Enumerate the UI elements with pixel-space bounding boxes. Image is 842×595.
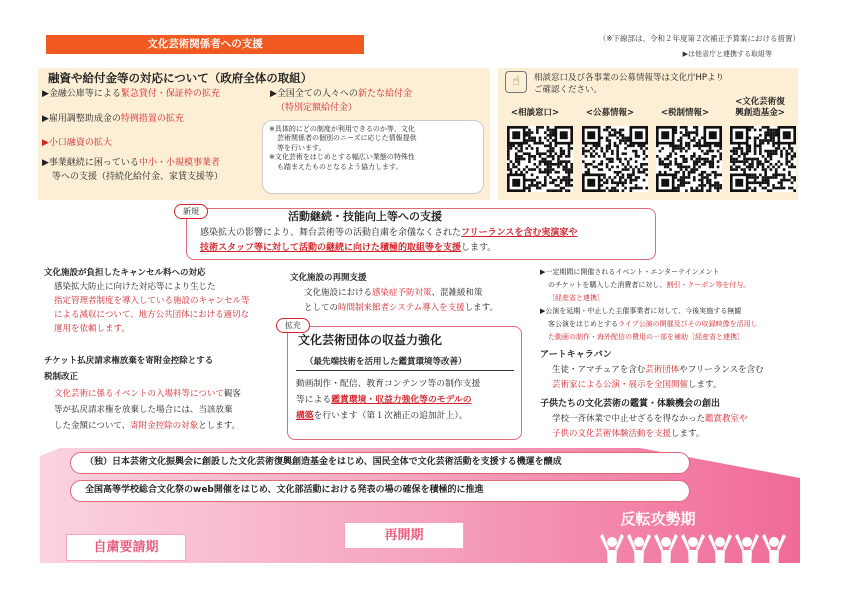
qr-label-tax: <税制情報> [660,108,710,118]
cancel-text-1: 感染拡大防止に向けた対応等により生じた [54,282,216,292]
gov-note-box: ※具体的にどの制度が利用できるのか等、文化 芸術関係者の個別のニーズに応じた情報提供 等を行います。 ※文化芸術をはじめとする幅広い業態の特殊性 も踏まえたものとなるよう協力します。 [262,120,484,194]
qr-label-consult: <相談窓口> [510,108,560,118]
arrow-note: ▶は他省庁と連携する取組等 [682,50,772,58]
profit-title: 文化芸術団体の収益力強化 [298,333,443,347]
expansion-badge: 拡充 [276,318,310,333]
ticket-text-3: した金額について、寄附金控除の対象とします。 [54,421,241,431]
reopen-text-1: 文化施設における感染症予防対策、混雑緩和策 [304,288,483,298]
ticket-text-2: 等が払戻請求権を放棄した場合には、当該放棄 [54,405,233,415]
cancel-text-2: 指定管理者制度を導入している施設のキャンセル等 [54,296,250,306]
cancel-text-3: による減収について、地方公共団体における適切な [54,310,250,320]
profit-text-3: 構築を行います（第１次補正の追加計上）。 [296,411,468,421]
qr-label-recruit: <公募情報> [585,108,635,118]
event-text-6: た動画の制作・海外配信の費用の一部を補助［経産省と連携］ [548,333,744,341]
reopen-text-2: としての時間制来館者システム導入を支援します。 [304,303,498,313]
phase-self-restraint: 自粛要請期 [66,534,186,561]
skill-support-text-2: 技術スタッフ等に対して活動の継続に向けた積極的取組等を支援します。 [200,243,497,253]
phase-counteroffensive: 反転攻勢期 [620,510,696,528]
fund-banner: （独）日本芸術文化振興会に創設した文化芸術復興創造基金をはじめ、国民全体で文化芸術活動を支援する機運を醸成 [70,452,690,474]
qr-code-tax[interactable] [656,126,722,192]
kids-text-1: 学校一斉休業で中止せざるを得なかった鑑賞教室や [552,414,748,424]
ticket-title-2: 税制改正 [44,372,79,382]
school-festival-banner: 全国高等学校総合文化祭のweb開催をはじめ、文化部活動における発表の場の確保を積極的に推進 [70,480,690,502]
profit-text-1: 動画制作・配信、教育コンテンツ等の制作支援 [296,379,481,389]
qr-code-fund[interactable] [730,126,796,192]
event-text-5: 客公演をはじめとするライブ公演の開催及びその収録映像を活用し [548,320,758,328]
ticket-title-1: チケット払戻請求権放棄を寄附金控除とする [44,356,214,366]
skill-support-text-1: 感染拡大の影響により、舞台芸術等の活動自粛を余儀なくされたフリーランスを含む実演家や [200,228,578,238]
gov-item-loans: ▶金融公庫等による緊急貸付・保証枠の拡充 [42,89,220,99]
kids-title: 子供たちの文化芸術の鑑賞・体験機会の創出 [540,399,721,409]
touch-icon: ☝ [505,71,527,93]
cancel-text-4: 運用を依頼します。 [54,324,130,334]
event-text-3: ［経産省と連携］ [548,294,604,302]
gov-item-benefit-sub: （特別定額給付金） [276,103,358,113]
gov-item-sme-cont: 等への支援（持続化給付金、家賃支援等） [52,172,224,182]
gov-item-employment: ▶雇用調整助成金の特例措置の拡充 [42,114,184,124]
phase-reopen: 再開期 [344,522,464,549]
art-caravan-title: アートキャラバン [540,350,612,360]
gov-item-sme: ▶事業継続に困っている中小・小規模事業者 [42,158,220,168]
kids-text-2: 子供の文化芸術体験活動を支援します。 [552,429,705,439]
gov-support-title: 融資や給付金等の対応について（政府全体の取組） [48,71,313,85]
profit-divider [296,370,514,371]
event-text-1: ▶一定期間に開催されるイベント・エンターテインメント [540,268,720,276]
celebrating-people-icon [600,532,800,580]
gov-item-benefit: ▶全国全ての人々への新たな給付金 [270,89,412,99]
section-header: 文化芸術関係者への支援 [46,35,364,54]
art-caravan-text-1: 生徒・アマチュアを含む芸術団体やフリーランスを含む [552,365,764,375]
gov-item-small-loans: ▶小口融資の拡大 [42,138,112,148]
event-text-2: のチケットを購入した消費者に対し、割引・クーポン等を付与。 [548,281,751,289]
profit-text-2: 等による鑑賞環境・収益力強化等のモデルの [296,395,472,405]
event-text-4: ▶公演を延期・中止した主催事業者に対して、今後実施する無観 [540,307,742,315]
art-caravan-text-2: 芸術家による公演・展示を全国開催します。 [552,380,722,390]
skill-support-title: 活動継続・技能向上等への支援 [288,210,442,223]
new-badge: 新規 [174,204,208,219]
underline-note: （※下線部は、令和２年度第２次補正予算案における措置） [598,34,800,43]
ticket-text-1: 文化芸術に係るイベントの入場料等について観客 [54,389,241,399]
cancel-title: 文化施設が負担したキャンセル料への対応 [44,268,206,278]
reopen-title: 文化施設の再開支援 [290,273,367,283]
qr-code-recruit[interactable] [582,126,648,192]
info-text: 相談窓口及び各事業の公募情報等は文化庁HPより ご確認ください。 [534,73,725,96]
profit-subtitle: （最先端技術を活用した鑑賞環境等改善） [305,357,467,367]
qr-code-consult[interactable] [507,126,573,192]
qr-label-fund: <文化芸術復 興創造基金> [735,97,785,119]
